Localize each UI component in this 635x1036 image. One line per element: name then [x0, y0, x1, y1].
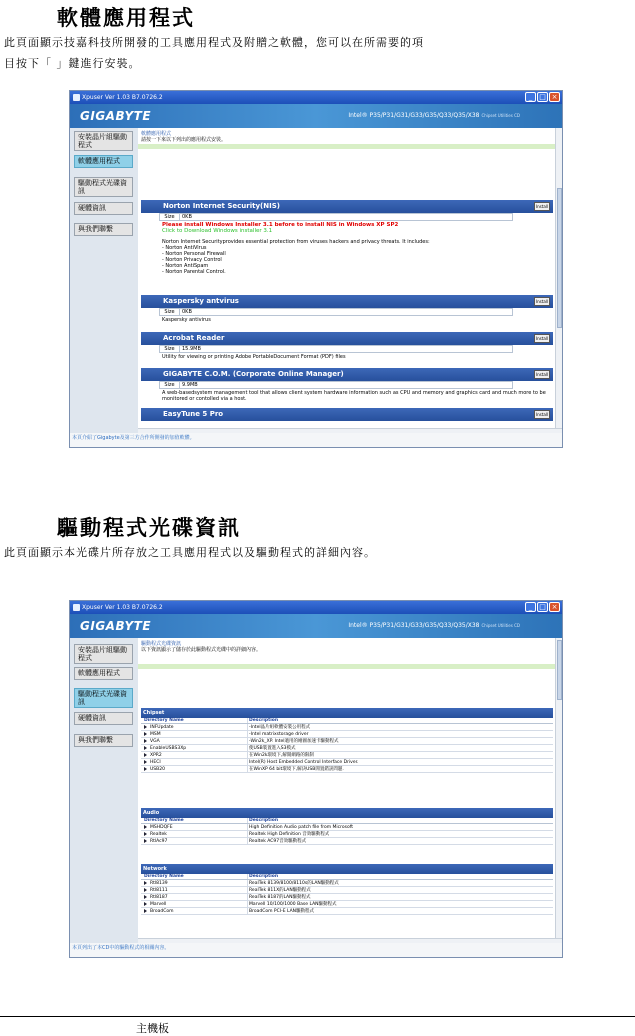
table-row: RtlAc97 Realtek AC97音效驅動程式: [141, 838, 553, 845]
content-subtitle: 以下資訊顯示了儲存於此驅動程式光碟中的詳細內容。: [141, 647, 262, 653]
bullet-icon: [144, 767, 147, 771]
table-row: Rtl8111 RealTek 811X的LAN驅動程式: [141, 887, 553, 894]
window-title: Xpuser Ver 1.03 B7.0726.2: [82, 94, 163, 101]
sidebar-item-chipset-drivers[interactable]: 安裝晶片組驅動程式: [74, 131, 133, 151]
bullet-icon: [144, 888, 147, 892]
app-name: Norton Internet Security(NIS): [163, 202, 280, 210]
content-title: 軟體應用程式: [141, 131, 172, 137]
col-header-dir: Directory Name: [144, 874, 184, 879]
app-item-acrobat: Acrobat Reader Install Size 15.9MB Utility for viewing or printing Adobe PortableDocument Format (PDF) files: [141, 332, 553, 360]
minimize-button[interactable]: _: [525, 92, 536, 102]
group-header: Chipset: [141, 708, 553, 718]
group-header: Network: [141, 864, 553, 874]
app-window-cd-info: [69, 600, 563, 958]
bullet-icon: [144, 902, 147, 906]
table-row: Marvell Marvell 10/100/1000 Base LAN驅動程式: [141, 901, 553, 908]
app-name: EasyTune 5 Pro: [163, 410, 224, 418]
sidebar-item-cd-info[interactable]: 驅動程式光碟資訊: [74, 688, 133, 708]
app-description: Utility for viewing or printing Adobe PortableDocument Format (PDF) files: [162, 354, 346, 360]
install-button[interactable]: Install: [535, 336, 549, 341]
table-audio: [141, 808, 553, 845]
app-item-kaspersky: Kaspersky antvirus Install Size 0KB Kaspersky antivirus: [141, 295, 553, 323]
window-titlebar: [70, 601, 562, 614]
bullet-icon: [144, 753, 147, 757]
table-row: MSM -Intel matrixstorage driver: [141, 731, 553, 738]
app-description: A web-basedsystem management tool that allows client system hardware information such as CPU and memory and graphics card and much more to be monitored or contolled via a host.: [162, 390, 546, 402]
sidebar-item-cd-info[interactable]: 驅動程式光碟資訊: [74, 177, 133, 197]
app-icon: [73, 94, 80, 101]
app-size: 9.9MB: [182, 382, 198, 388]
vertical-scrollbar[interactable]: [555, 638, 562, 943]
bullet-icon: [144, 881, 147, 885]
close-button[interactable]: ×: [549, 92, 560, 102]
table-row: Rtl8139 RealTek 8139/8100/8110s的LAN驅動程式: [141, 880, 553, 887]
chipset-label: Intel® P35/P31/G31/G33/G35/Q33/Q35/X38 Chipset Utilities CD: [348, 112, 520, 119]
table-row: VGA -Win2k_XP. Intel適用的繪圖加速卡驅動程式: [141, 738, 553, 745]
content-pane: [138, 128, 562, 433]
app-icon: [73, 604, 80, 611]
footer-text: 主機板: [136, 1022, 169, 1035]
sidebar-item-hardware[interactable]: 硬體資訊: [74, 712, 133, 725]
app-name: Kaspersky antvirus: [163, 297, 239, 305]
footer-rule: [0, 1016, 635, 1017]
bullet-icon: [144, 895, 147, 899]
window-title: Xpuser Ver 1.03 B7.0726.2: [82, 604, 163, 611]
section-title-software: 軟體應用程式: [57, 5, 195, 30]
table-network: [141, 864, 553, 915]
content-subtitle: 請按一下來以下列出的應用程式安裝。: [141, 137, 227, 143]
table-row: EnableUSBS3Xp 使USB裝置進入S3模式: [141, 745, 553, 752]
table-row: MSHDQFE High Definition Audio patch file from Microsoft: [141, 824, 553, 831]
content-pane: [138, 638, 562, 943]
table-row: USB20 在WinXP 64 bit環境下,解決USB閒置錯誤問題.: [141, 766, 553, 773]
table-row: BroadCom BroadCom PCI-E LAN驅動程式: [141, 908, 553, 915]
feature-item: - Norton Privacy Control: [162, 257, 222, 263]
section-title-cd-info: 驅動程式光碟資訊: [57, 515, 241, 540]
scroll-thumb[interactable]: [557, 640, 562, 700]
status-bar: 本頁介紹了Gigabyte及第三方合作所開發的加值軟體。: [70, 433, 562, 447]
group-header: Audio: [141, 808, 553, 818]
scroll-thumb[interactable]: [557, 188, 562, 328]
minimize-button[interactable]: _: [525, 602, 536, 612]
sidebar-item-software[interactable]: 軟體應用程式: [74, 155, 133, 168]
feature-item: - Norton Parental Control.: [162, 269, 226, 275]
col-header-dir: Directory Name: [144, 818, 184, 823]
banner: [70, 104, 562, 128]
sidebar-item-contact[interactable]: 與我們聯繫: [74, 223, 133, 236]
app-size: 15.9MB: [182, 346, 201, 352]
sidebar-item-hardware[interactable]: 硬體資訊: [74, 202, 133, 215]
bullet-icon: [144, 732, 147, 736]
section-paragraph-line2: 目按下「 」鍵進行安裝。: [4, 57, 141, 70]
table-row: HECI Intel(R) Host Embedded Control Interface Driver.: [141, 759, 553, 766]
download-link[interactable]: Click to Download Windows installer 3.1: [162, 228, 273, 234]
section-paragraph: 此頁面顯示本光碟片所存放之工具應用程式以及驅動程式的詳細內容。: [4, 546, 376, 559]
sidebar: [70, 128, 138, 433]
app-item-nis: Norton Internet Security(NIS) Install Size 0KB Please install Windows Installer 3.1 before to install NIS in Windows XP SP2 Click to Download Windows installer 3.1 Norton Internet Securityprovides essential protection from viruses hackers and privacy threats. It includes: - Norton AntiVirus - Norton Personal Firewall - Norton Privacy Control - Norton AntiSpam - Norton Parental Control.: [141, 200, 553, 275]
bullet-icon: [144, 760, 147, 764]
content-title: 驅動程式光碟資訊: [141, 641, 182, 647]
bullet-icon: [144, 746, 147, 750]
bullet-icon: [144, 725, 147, 729]
col-header-desc: Description: [247, 874, 553, 879]
feature-item: - Norton Personal Firewall: [162, 251, 226, 257]
vertical-scrollbar[interactable]: [555, 128, 562, 433]
gigabyte-logo: GIGABYTE: [80, 109, 152, 123]
feature-item: - Norton AntiSpam: [162, 263, 209, 269]
banner: [70, 614, 562, 638]
install-button[interactable]: Install: [535, 204, 549, 209]
app-description: Kaspersky antivirus: [162, 317, 211, 323]
install-button[interactable]: Install: [535, 412, 549, 417]
table-row: Realtek Realtek High Definition 音效驅動程式: [141, 831, 553, 838]
sidebar-item-software[interactable]: 軟體應用程式: [74, 667, 133, 680]
table-row: XPR2 在Win2k環境下,解開網路的限制: [141, 752, 553, 759]
table-row: Rtl8187 RealTek 8187的LAN驅動程式: [141, 894, 553, 901]
app-window-software: [69, 90, 563, 448]
sidebar: [70, 638, 138, 943]
col-header-desc: Description: [247, 818, 553, 823]
feature-item: - Norton AntiVirus: [162, 245, 207, 251]
sidebar-item-chipset-drivers[interactable]: 安裝晶片組驅動程式: [74, 644, 133, 664]
install-button[interactable]: Install: [535, 299, 549, 304]
app-size: 0KB: [182, 214, 192, 220]
bullet-icon: [144, 825, 147, 829]
close-button[interactable]: ×: [549, 602, 560, 612]
table-chipset: [141, 708, 553, 773]
install-button[interactable]: Install: [535, 372, 549, 377]
maximize-button[interactable]: □: [537, 602, 548, 612]
app-name: GIGABYTE C.O.M. (Corporate Online Manager): [163, 370, 344, 378]
warning-text: Please install Windows Installer 3.1 before to install NIS in Windows XP SP2: [162, 222, 399, 228]
app-name: Acrobat Reader: [163, 334, 225, 342]
window-titlebar: [70, 91, 562, 104]
col-header-dir: Directory Name: [144, 718, 184, 723]
app-item-easytune: [141, 408, 553, 421]
table-row: INFUpdate -Intel晶片組軟體安裝公用程式: [141, 724, 553, 731]
gigabyte-logo: GIGABYTE: [80, 619, 152, 633]
bullet-icon: [144, 839, 147, 843]
bullet-icon: [144, 909, 147, 913]
app-size: 0KB: [182, 309, 192, 315]
app-item-com: GIGABYTE C.O.M. (Corporate Online Manager) Install Size 9.9MB A web-basedsystem management tool that allows client system hardware information such as CPU and memory and graphics card and much more to be monitored or contolled via a host.: [141, 368, 553, 402]
bullet-icon: [144, 739, 147, 743]
maximize-button[interactable]: □: [537, 92, 548, 102]
app-description: Norton Internet Securityprovides essential protection from viruses hackers and privacy threats. It includes:: [162, 239, 430, 245]
green-band: [138, 144, 555, 149]
green-band: [138, 664, 555, 669]
section-paragraph-line1: 此頁面顯示技嘉科技所開發的工具應用程式及附贈之軟體，您可以在所需要的項: [4, 36, 424, 49]
status-bar: 本頁列出了本CD中的驅動程式的相關內容。: [70, 943, 562, 957]
bullet-icon: [144, 832, 147, 836]
sidebar-item-contact[interactable]: 與我們聯繫: [74, 734, 133, 747]
col-header-desc: Description: [247, 718, 553, 723]
chipset-label: Intel® P35/P31/G31/G33/G35/Q33/Q35/X38 Chipset Utilities CD: [348, 622, 520, 629]
